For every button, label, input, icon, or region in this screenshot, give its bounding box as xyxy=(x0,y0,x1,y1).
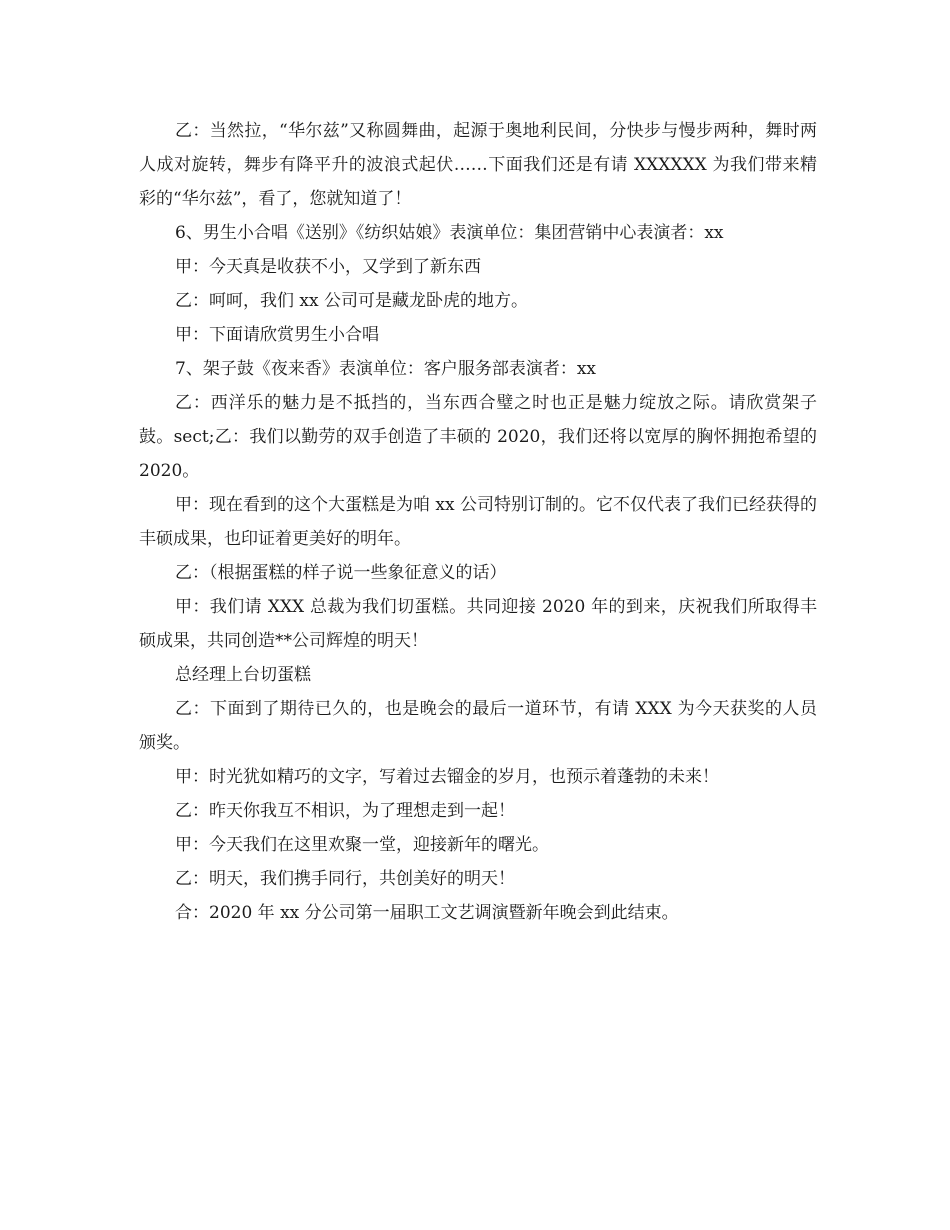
paragraph-waltz-intro: 乙：当然拉，“华尔兹”又称圆舞曲，起源于奥地利民间，分快步与慢步两种，舞时两人成对旋转，舞步有降平升的波浪式起伏……下面我们还是有请 XXXXXX 为我们带来精彩的“华尔兹”，看了，您就知道了！ xyxy=(139,121,817,209)
dialogue-line: 甲：我们请 XXX 总裁为我们切蛋糕。共同迎接 2020 年的到来，庆祝我们所取得丰硕成果，共同创造**公司辉煌的明天！ xyxy=(139,597,817,651)
dialogue-line: 甲：下面请欣赏男生小合唱 xyxy=(175,325,379,345)
dialogue-line: 乙：下面到了期待已久的，也是晚会的最后一道环节，有请 XXX 为今天获奖的人员颁奖。 xyxy=(139,699,817,753)
document-body xyxy=(139,114,817,930)
dialogue-line: 乙：呵呵，我们 xx 公司可是藏龙卧虎的地方。 xyxy=(175,291,528,311)
dialogue-line: 甲：现在看到的这个大蛋糕是为咱 xx 公司特别订制的。它不仅代表了我们已经获得的丰硕成果，也印证着更美好的明年。 xyxy=(139,495,817,549)
dialogue-line: 甲：今天我们在这里欢聚一堂，迎接新年的曙光。 xyxy=(175,835,549,855)
dialogue-line: 乙：明天，我们携手同行，共创美好的明天！ xyxy=(175,869,515,889)
program-item-6: 6、男生小合唱《送别》《纺织姑娘》表演单位：集团营销中心表演者：xx xyxy=(175,223,724,243)
closing-line: 合：2020 年 xx 分公司第一届职工文艺调演暨新年晚会到此结束。 xyxy=(175,903,679,923)
dialogue-line: 乙：昨天你我互不相识，为了理想走到一起！ xyxy=(175,801,515,821)
stage-direction: 总经理上台切蛋糕 xyxy=(175,665,311,685)
program-item-7: 7、架子鼓《夜来香》表演单位：客户服务部表演者：xx xyxy=(175,359,596,379)
dialogue-line: 甲：今天真是收获不小，又学到了新东西 xyxy=(175,257,481,277)
dialogue-line: 甲：时光犹如精巧的文字，写着过去镏金的岁月，也预示着蓬勃的未来！ xyxy=(175,767,719,787)
dialogue-line: 乙：西洋乐的魅力是不抵挡的，当东西合璧之时也正是魅力绽放之际。请欣赏架子鼓。sect;乙：我们以勤劳的双手创造了丰硕的 2020，我们还将以宽厚的胸怀拥抱希望的 2020。 xyxy=(139,393,817,481)
dialogue-line: 乙：（根据蛋糕的样子说一些象征意义的话） xyxy=(175,563,507,583)
